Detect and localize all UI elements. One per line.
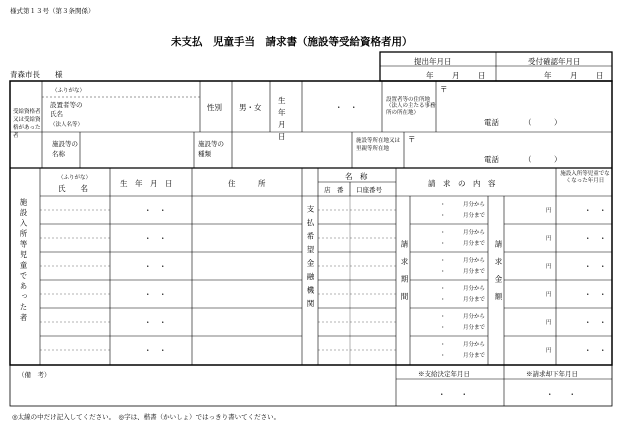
- receipt-day: 日: [596, 71, 604, 80]
- gender-label: 性別: [207, 103, 222, 112]
- remarks-field[interactable]: [12, 378, 394, 404]
- footer-note: ◎太線の中だけ記入してください。 ◎字は、楷書（かいしょ）ではっきり書いてください。: [12, 413, 281, 421]
- child-birth-dots: ・ ・: [144, 290, 167, 299]
- period-from-label: 月分から: [463, 314, 486, 320]
- period-from-dot: ・: [440, 286, 446, 292]
- child-birth-dots: ・ ・: [144, 262, 167, 271]
- child-name-field[interactable]: [42, 310, 108, 334]
- child-address-field[interactable]: [194, 310, 300, 334]
- period-to-dot: ・: [440, 325, 446, 331]
- end-date-header: 施設入所等児童でなくなった年月日: [560, 171, 610, 184]
- child-birth-header: 生 年 月 日: [120, 179, 173, 188]
- child-name-field[interactable]: [42, 338, 108, 362]
- end-date-dots: ・ ・: [584, 346, 607, 355]
- facility-address-label: 施設等所在地又は里親等所在地: [356, 138, 401, 152]
- branch-header: 店 番: [324, 186, 344, 194]
- child-furigana-label: （ふりがな）: [58, 175, 92, 181]
- period-from-dot: ・: [440, 230, 446, 236]
- bank-name-field[interactable]: [320, 310, 394, 334]
- child-address-field[interactable]: [194, 338, 300, 362]
- child-birth-dots: ・ ・: [144, 206, 167, 215]
- period-from-dot: ・: [440, 202, 446, 208]
- bank-name-field[interactable]: [320, 338, 394, 362]
- period-from-label: 月分から: [463, 202, 486, 208]
- period-from-dot: ・: [440, 342, 446, 348]
- phone-paren-2[interactable]: （ ）: [524, 155, 562, 164]
- child-address-field[interactable]: [194, 254, 300, 278]
- birth-label: 生年月日: [278, 96, 286, 141]
- submit-month: 月: [452, 71, 460, 80]
- end-date-dots: ・ ・: [584, 234, 607, 243]
- child-address-header: 住 所: [228, 179, 266, 188]
- child-name-field[interactable]: [42, 282, 108, 306]
- period-from-label: 月分から: [463, 230, 486, 236]
- bank-name-field[interactable]: [320, 282, 394, 306]
- child-birth-dots: ・ ・: [144, 234, 167, 243]
- child-address-field[interactable]: [194, 282, 300, 306]
- period-to-label: 月分まで: [463, 325, 486, 331]
- bank-name-field[interactable]: [320, 198, 394, 222]
- end-date-dots: ・ ・: [584, 206, 607, 215]
- gender-options[interactable]: 男・女: [239, 103, 262, 112]
- submit-day: 日: [478, 71, 486, 80]
- rejection-date-label: ※請求却下年月日: [526, 370, 578, 378]
- facility-type-field[interactable]: [234, 134, 350, 166]
- period-to-label: 月分まで: [463, 241, 486, 247]
- child-name-field[interactable]: [42, 226, 108, 250]
- period-to-dot: ・: [440, 297, 446, 303]
- decision-date-dots: ・ ・: [438, 390, 468, 399]
- period-to-dot: ・: [440, 269, 446, 275]
- addressee: 青森市長 様: [10, 70, 63, 79]
- bank-name-field[interactable]: [320, 226, 394, 250]
- account-header: 口座番号: [356, 186, 382, 194]
- bank-name-field[interactable]: [320, 254, 394, 278]
- facility-type-label: 施設等の種類: [198, 140, 224, 158]
- address-label: 設置者等の住所地: [386, 97, 431, 103]
- period-to-dot: ・: [440, 353, 446, 359]
- submit-date-label: 提出年月日: [414, 57, 452, 66]
- receipt-month: 月: [570, 71, 578, 80]
- facility-name-label: 施設等の名称: [52, 140, 78, 158]
- period-to-label: 月分まで: [463, 297, 486, 303]
- end-date-dots: ・ ・: [584, 318, 607, 327]
- receipt-year: 年: [544, 71, 552, 80]
- remarks-label: （備 考）: [18, 371, 51, 379]
- period-to-dot: ・: [440, 241, 446, 247]
- decision-date-label: ※支給決定年月日: [418, 370, 470, 378]
- amount-yen: 円: [546, 208, 552, 214]
- child-group-label: 施設入所等児童であった者: [19, 198, 28, 324]
- bank-name-header: 名 称: [345, 172, 368, 181]
- submit-year: 年: [426, 71, 434, 80]
- end-date-dots: ・ ・: [584, 262, 607, 271]
- child-name-field[interactable]: [42, 254, 108, 278]
- bank-group-label: 支払希望金融機関: [306, 205, 315, 313]
- facility-address-field[interactable]: [406, 134, 610, 166]
- amount-yen: 円: [546, 320, 552, 326]
- period-to-dot: ・: [440, 213, 446, 219]
- rejection-date-dots: ・ ・: [546, 390, 576, 399]
- phone-paren[interactable]: （ ）: [524, 118, 562, 127]
- period-from-label: 月分から: [463, 342, 486, 348]
- page-title: 未支払 児童手当 請求書（施設等受給資格者用）: [171, 36, 413, 48]
- phone-label: 電話: [484, 118, 499, 127]
- birth-dots[interactable]: ・ ・: [335, 103, 358, 112]
- claim-header: 請 求 の 内 容: [428, 179, 496, 188]
- period-from-label: 月分から: [463, 286, 486, 292]
- end-date-dots: ・ ・: [584, 290, 607, 299]
- amount-label: 請求金額: [494, 240, 503, 310]
- child-address-field[interactable]: [194, 198, 300, 222]
- owner-name-field[interactable]: [88, 99, 198, 129]
- amount-yen: 円: [546, 264, 552, 270]
- receipt-date-label: 受付確認年月日: [528, 57, 581, 66]
- applicant-group-label: 受給資格者又は受給資格があった者: [13, 109, 41, 139]
- child-name-header: 氏 名: [58, 184, 88, 193]
- child-birth-dots: ・ ・: [144, 346, 167, 355]
- furigana-label: （ふりがな）: [52, 88, 86, 94]
- amount-yen: 円: [546, 236, 552, 242]
- period-to-label: 月分まで: [463, 353, 486, 359]
- postal-mark: 〒: [440, 85, 448, 94]
- child-address-field[interactable]: [194, 226, 300, 250]
- period-from-label: 月分から: [463, 258, 486, 264]
- child-name-field[interactable]: [42, 198, 108, 222]
- period-from-dot: ・: [440, 314, 446, 320]
- form-number: 様式第１３号（第３条関係）: [10, 7, 95, 15]
- postal-mark-2: 〒: [408, 135, 416, 144]
- child-birth-dots: ・ ・: [144, 318, 167, 327]
- phone-label-2: 電話: [484, 155, 499, 164]
- facility-name-field[interactable]: [82, 134, 192, 166]
- amount-yen: 円: [546, 292, 552, 298]
- owner-name-note: （法人名等）: [50, 122, 84, 128]
- owner-name-label: 設置者等の氏名: [50, 101, 83, 118]
- address-note: （法人の主たる事務所の所在地）: [386, 103, 436, 116]
- period-from-dot: ・: [440, 258, 446, 264]
- amount-yen: 円: [546, 348, 552, 354]
- period-label: 請求期間: [400, 240, 409, 310]
- period-to-label: 月分まで: [463, 213, 486, 219]
- period-to-label: 月分まで: [463, 269, 486, 275]
